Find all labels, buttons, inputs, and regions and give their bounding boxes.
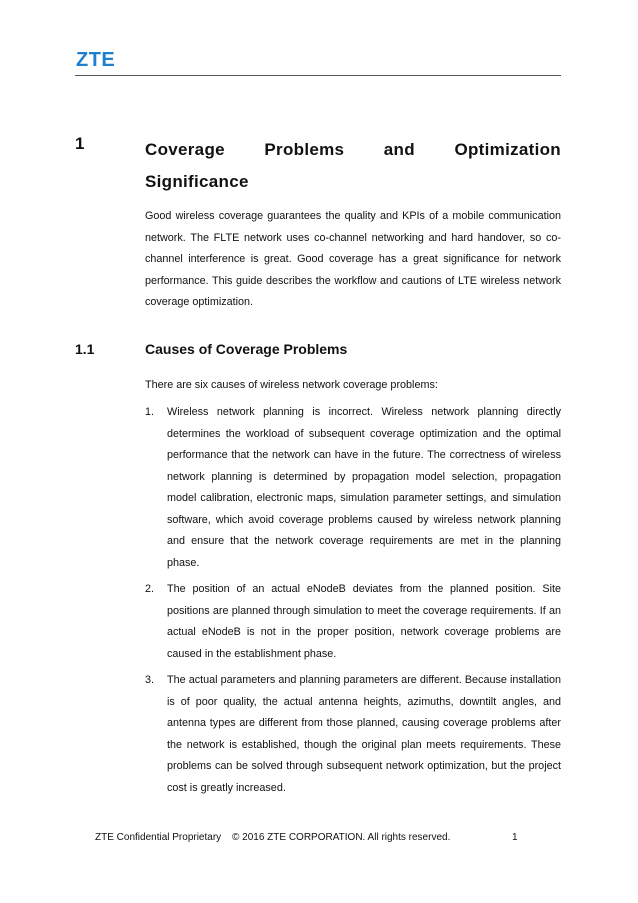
list-item-text: The actual parameters and planning parameters are different. Because installation is of poor quality, the actual antenna heights, azimuths, downtilt angles, and antenna types are different from those planned, causing coverage problems after the network is established, though the original plan meets requirements. These problems can be solved through subsequent network optimization, but the project cost is greatly increased. bbox=[167, 674, 561, 794]
zte-logo bbox=[76, 49, 120, 69]
list-item-number: 3. bbox=[145, 674, 155, 686]
list-item-text: Wireless network planning is incorrect. Wireless network planning directly determines the workload of subsequent coverage optimization and the optimal performance that the network can have in the future. The correctness of wireless network planning is determined by propagation model selection, propagation model calibration, electronic maps, simulation parameter settings, and simulation software, which avoid coverage problems caused by wireless network planning and ensure that the network coverage requirements are met in the planning phase. bbox=[167, 406, 561, 569]
subsection-number: 1.1 bbox=[75, 341, 95, 357]
list-item bbox=[145, 579, 561, 665]
causes-list bbox=[145, 402, 561, 804]
section-number: 1 bbox=[75, 134, 85, 153]
header-rule bbox=[75, 75, 561, 76]
list-item-number: 1. bbox=[145, 406, 155, 418]
footer-copyright: © 2016 ZTE CORPORATION. All rights reserved. bbox=[232, 832, 451, 843]
footer-page-number: 1 bbox=[512, 832, 518, 843]
footer-confidential: ZTE Confidential Proprietary bbox=[95, 832, 222, 843]
list-item bbox=[145, 670, 561, 799]
section-title: Coverage Problems and Optimization Significance bbox=[145, 140, 561, 191]
list-item bbox=[145, 402, 561, 574]
list-item-text: The position of an actual eNodeB deviates from the planned position. Site positions are planned through simulation to meet the coverage requirements. If an actual eNodeB is not in the proper position, network coverage problems are caused in the establishment phase. bbox=[167, 583, 561, 660]
list-item-number: 2. bbox=[145, 583, 155, 595]
subsection-intro: There are six causes of wireless network coverage problems: bbox=[145, 379, 438, 391]
svg-text:ZTE: ZTE bbox=[76, 49, 116, 69]
subsection-title: Causes of Coverage Problems bbox=[145, 341, 348, 357]
section-paragraph: Good wireless coverage guarantees the quality and KPIs of a mobile communication network. The FLTE network uses co-channel networking and hard handover, so co-channel interference is great. Good coverage has a great significance for network performance. This guide describes the workflow and cautions of LTE wireless network coverage optimization. bbox=[145, 210, 561, 308]
